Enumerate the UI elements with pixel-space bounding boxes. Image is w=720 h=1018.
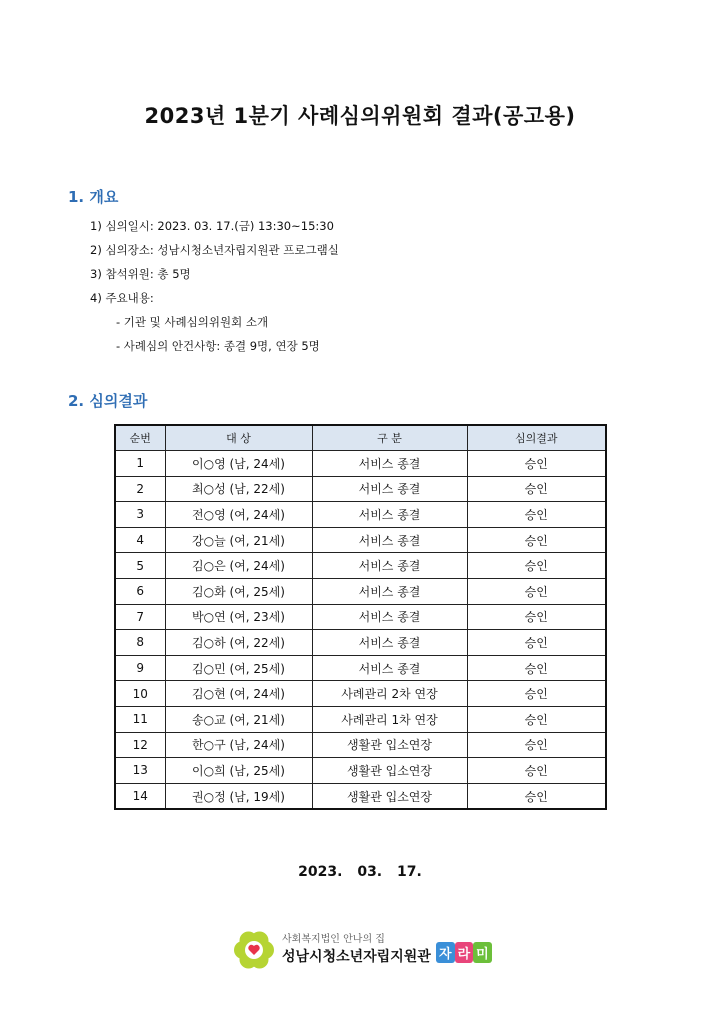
cell-subject: 한○구 (남, 24세) <box>165 732 312 758</box>
overview-subitem: - 기관 및 사례심의위원회 소개 <box>116 315 269 329</box>
cell-no: 4 <box>115 527 165 553</box>
cell-category: 서비스 종결 <box>312 451 467 477</box>
cell-no: 9 <box>115 655 165 681</box>
header-category: 구 분 <box>312 425 467 451</box>
cell-no: 8 <box>115 630 165 656</box>
cell-result: 승인 <box>467 451 606 477</box>
table-row <box>115 578 606 604</box>
cell-no: 7 <box>115 604 165 630</box>
cell-result: 승인 <box>467 476 606 502</box>
cell-category: 사례관리 1차 연장 <box>312 706 467 732</box>
cell-subject: 김○화 (여, 25세) <box>165 578 312 604</box>
table-row <box>115 758 606 784</box>
cell-no: 6 <box>115 578 165 604</box>
cell-no: 3 <box>115 502 165 528</box>
cell-subject: 김○현 (여, 24세) <box>165 681 312 707</box>
overview-item: 1) 심의일시: 2023. 03. 17.(금) 13:30~15:30 <box>90 219 334 233</box>
cell-result: 승인 <box>467 655 606 681</box>
cell-category: 생활관 입소연장 <box>312 758 467 784</box>
page-title: 2023년 1분기 사례심의위원회 결과(공고용) <box>144 104 576 128</box>
results-table <box>114 424 607 810</box>
cell-no: 14 <box>115 783 165 809</box>
cell-result: 승인 <box>467 783 606 809</box>
cell-result: 승인 <box>467 578 606 604</box>
brand-char: 자 <box>436 942 455 963</box>
cell-result: 승인 <box>467 527 606 553</box>
cell-subject: 강○늘 (여, 21세) <box>165 527 312 553</box>
table-header-row <box>115 425 606 451</box>
table-row <box>115 630 606 656</box>
table-row <box>115 553 606 579</box>
table-row <box>115 527 606 553</box>
cell-no: 2 <box>115 476 165 502</box>
cell-subject: 송○교 (여, 21세) <box>165 706 312 732</box>
overview-item: 3) 참석위원: 총 5명 <box>90 267 191 281</box>
cell-no: 1 <box>115 451 165 477</box>
cell-category: 서비스 종결 <box>312 502 467 528</box>
overview-list <box>90 214 339 358</box>
cell-no: 12 <box>115 732 165 758</box>
cell-result: 승인 <box>467 706 606 732</box>
cell-category: 서비스 종결 <box>312 476 467 502</box>
overview-item: 4) 주요내용: <box>90 291 154 305</box>
table-row <box>115 451 606 477</box>
cell-result: 승인 <box>467 553 606 579</box>
cell-no: 11 <box>115 706 165 732</box>
header-no: 순번 <box>115 425 165 451</box>
flower-heart-icon <box>232 928 276 972</box>
table-row <box>115 681 606 707</box>
brand-char: 라 <box>455 942 474 963</box>
table-row <box>115 655 606 681</box>
table-row <box>115 706 606 732</box>
cell-category: 사례관리 2차 연장 <box>312 681 467 707</box>
cell-no: 13 <box>115 758 165 784</box>
cell-subject: 김○은 (여, 24세) <box>165 553 312 579</box>
cell-subject: 이○영 (남, 24세) <box>165 451 312 477</box>
org-name: 성남시청소년자립지원관 <box>282 949 431 965</box>
cell-subject: 김○하 (여, 22세) <box>165 630 312 656</box>
cell-subject: 전○영 (여, 24세) <box>165 502 312 528</box>
section-heading-overview: 1. 개요 <box>68 188 119 206</box>
brand-logo <box>436 942 492 963</box>
cell-category: 서비스 종결 <box>312 578 467 604</box>
table-row <box>115 604 606 630</box>
table-row <box>115 732 606 758</box>
cell-subject: 최○성 (남, 22세) <box>165 476 312 502</box>
table-row <box>115 476 606 502</box>
brand-char: 미 <box>473 942 492 963</box>
cell-category: 서비스 종결 <box>312 553 467 579</box>
cell-subject: 이○희 (남, 25세) <box>165 758 312 784</box>
cell-category: 서비스 종결 <box>312 655 467 681</box>
cell-category: 서비스 종결 <box>312 630 467 656</box>
document-date: 2023. 03. 17. <box>298 864 422 880</box>
header-subject: 대 상 <box>165 425 312 451</box>
cell-no: 5 <box>115 553 165 579</box>
cell-category: 생활관 입소연장 <box>312 783 467 809</box>
table-row <box>115 783 606 809</box>
cell-result: 승인 <box>467 630 606 656</box>
cell-category: 서비스 종결 <box>312 527 467 553</box>
header-result: 심의결과 <box>467 425 606 451</box>
cell-result: 승인 <box>467 758 606 784</box>
overview-item: 2) 심의장소: 성남시청소년자립지원관 프로그램실 <box>90 243 339 257</box>
cell-category: 생활관 입소연장 <box>312 732 467 758</box>
table-row <box>115 502 606 528</box>
cell-subject: 김○민 (여, 25세) <box>165 655 312 681</box>
section-heading-results: 2. 심의결과 <box>68 392 148 410</box>
cell-result: 승인 <box>467 502 606 528</box>
cell-result: 승인 <box>467 732 606 758</box>
org-parent-name: 사회복지법인 안나의 집 <box>282 934 385 945</box>
cell-no: 10 <box>115 681 165 707</box>
cell-result: 승인 <box>467 681 606 707</box>
cell-category: 서비스 종결 <box>312 604 467 630</box>
cell-subject: 권○정 (남, 19세) <box>165 783 312 809</box>
overview-subitem: - 사례심의 안건사항: 종결 9명, 연장 5명 <box>116 339 320 353</box>
cell-subject: 박○연 (여, 23세) <box>165 604 312 630</box>
cell-result: 승인 <box>467 604 606 630</box>
